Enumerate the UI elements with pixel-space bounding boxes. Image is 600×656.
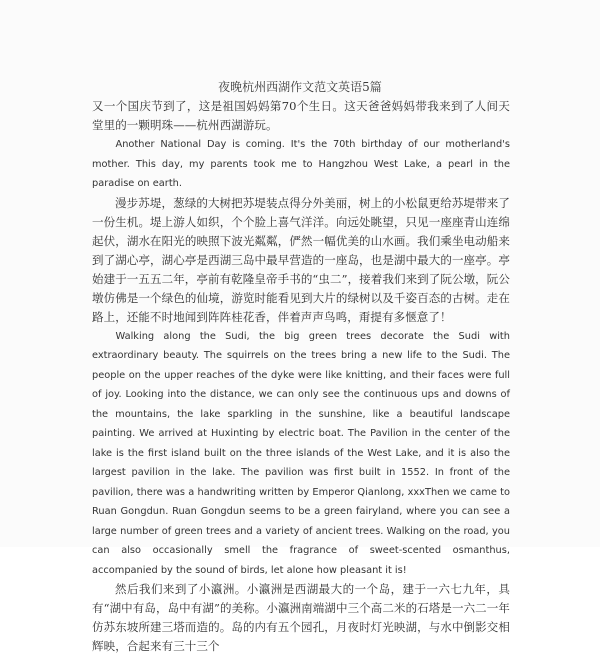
paragraph-zh-2: 漫步苏堤，葱绿的大树把苏堤装点得分外美丽，树上的小松鼠更给苏堤带来了一份生机。堤上游人如织，个个脸上喜气洋洋。向远处眺望，只见一座座青山连绵起伏，湖水在阳光的映照下波光粼粼，俨然一幅优美的山水画。我们乘坐电动船来到了湖心亭，湖心亭是西湖三岛中最早营造的一座岛，也是湖中最大的一座亭。亭始建于一五五二年，亭前有乾隆皇帝手书的“虫二”，接着我们来到了阮公墩，阮公墩仿佛是一个绿色的仙境，游览时能看见到大片的绿树以及千姿百态的古树。走在路上，还能不时地闻到阵阵桂花香，伴着声声鸟鸣，甭提有多惬意了！ — [92, 195, 510, 324]
paragraph-zh-1: 又一个国庆节到了，这是祖国妈妈第70个生日。这天爸爸妈妈带我来到了人间天堂里的一颗明珠——杭州西湖游玩。 — [92, 99, 510, 132]
paragraph-en-1: Another National Day is coming. It's the 70th birthday of our motherland's mother. This day, my parents took me to Hangzhou West Lake, a pearl in the paradise on earth. — [92, 139, 510, 189]
document-body — [92, 97, 510, 656]
document-title: 夜晚杭州西湖作文范文英语5篇 — [218, 80, 382, 94]
paragraph-en-2: Walking along the Sudi, the big green trees decorate the Sudi with extraordinary beauty. The squirrels on the trees bring a new life to the Sudi. The people on the upper reaches of the dyke were like knitting, and their faces were full of joy. Looking into the distance, we can only see the continuous ups and downs of the mountains, the lake sparkling in the sunshine, like a beautiful landscape painting. We arrived at Huxinting by electric boat. The Pavilion in the center of the lake is the first island built on the three islands of the West Lake, and it is also the largest pavilion in the lake. The pavilion was first built in 1552. In front of the pavilion, there was a handwriting written by Emperor Qianlong, xxxThen we came to Ruan Gongdun. Ruan Gongdun seems to be a green fairyland, where you can see a large number of green trees and a variety of ancient trees. Walking on the road, you can also occasionally smell the fragrance of sweet-scented osmanthus, accompanied by the sound of birds, let alone how pleasant it is! — [92, 330, 510, 576]
paragraph-zh-3: 然后我们来到了小瀛洲。小瀛洲是西湖最大的一个岛，建于一六七九年，具有“湖中有岛，岛中有湖”的美称。小瀛洲南端湖中三个高二米的石塔是一六二一年仿苏东坡所建三塔而造的。岛的内有五个园孔，月夜时灯光映湖，与水中倒影交相辉映，合起来有三十三个 — [92, 582, 510, 653]
